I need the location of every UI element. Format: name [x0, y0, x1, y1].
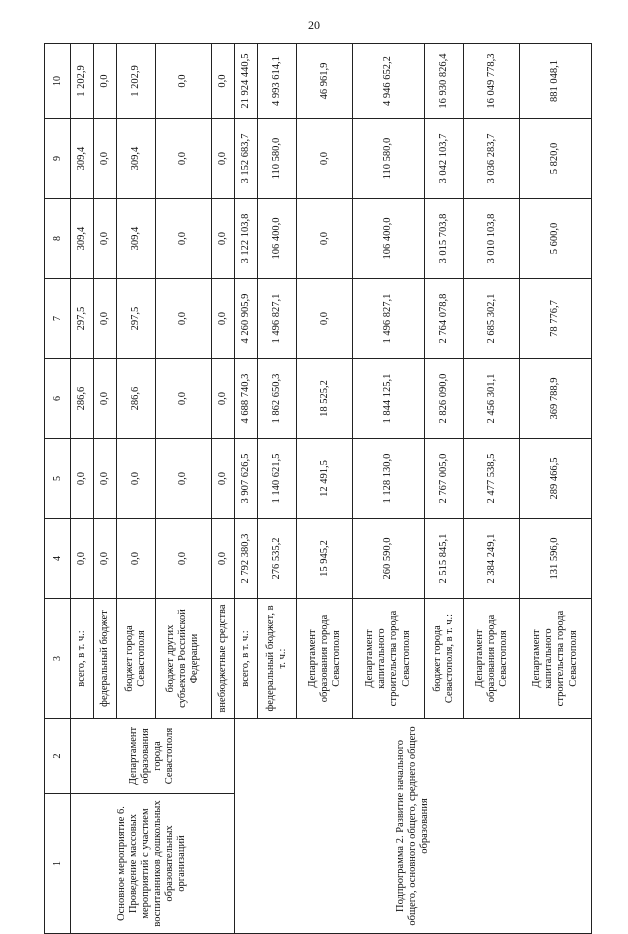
value-cell: 106 400,0 [257, 199, 296, 279]
value-cell: 21 924 440,5 [234, 44, 257, 119]
value-cell: 1 844 125,1 [352, 359, 424, 439]
col-header: 10 [45, 44, 71, 119]
value-cell: 0,0 [211, 519, 234, 599]
value-cell: 1 496 827,1 [257, 279, 296, 359]
value-cell: 0,0 [156, 119, 212, 199]
value-cell: 4 993 614,1 [257, 44, 296, 119]
value-cell: 0,0 [211, 44, 234, 119]
col-header: 4 [45, 519, 71, 599]
value-cell: 0,0 [156, 199, 212, 279]
value-cell: 12 491,5 [297, 439, 353, 519]
value-cell: 0,0 [93, 439, 116, 519]
budget-table [44, 43, 592, 934]
value-cell: 3 010 103,8 [464, 199, 520, 279]
value-cell: 260 590,0 [352, 519, 424, 599]
value-cell: 0,0 [211, 279, 234, 359]
value-cell: 0,0 [93, 199, 116, 279]
value-cell: 0,0 [93, 519, 116, 599]
col-header: 9 [45, 119, 71, 199]
value-cell: 309,4 [116, 199, 155, 279]
funding-source: внебюджетные средства [211, 599, 234, 719]
table-row [70, 44, 93, 934]
funding-source: федеральный бюджет, в т. ч.: [257, 599, 296, 719]
value-cell: 309,4 [70, 119, 93, 199]
value-cell: 0,0 [70, 439, 93, 519]
value-cell: 0,0 [211, 439, 234, 519]
value-cell: 1 202,9 [116, 44, 155, 119]
value-cell: 369 788,9 [519, 359, 591, 439]
value-cell: 289 466,5 [519, 439, 591, 519]
value-cell: 0,0 [211, 119, 234, 199]
value-cell: 2 764 078,8 [424, 279, 463, 359]
value-cell: 0,0 [156, 359, 212, 439]
measure-name: Основное мероприятие 6. Проведение массовых мероприятий с участием воспитанников дошкольных образовательных организаций [70, 794, 234, 934]
value-cell: 0,0 [93, 279, 116, 359]
value-cell: 5 820,0 [519, 119, 591, 199]
value-cell: 286,6 [70, 359, 93, 439]
value-cell: 131 596,0 [519, 519, 591, 599]
table-row [234, 44, 257, 934]
value-cell: 0,0 [116, 439, 155, 519]
value-cell: 0,0 [156, 279, 212, 359]
funding-source: бюджет города Севастополя [116, 599, 155, 719]
value-cell: 110 580,0 [352, 119, 424, 199]
value-cell: 0,0 [297, 119, 353, 199]
value-cell: 1 128 130,0 [352, 439, 424, 519]
funding-source: бюджет города Севастополя, в т. ч.: [424, 599, 463, 719]
value-cell: 1 496 827,1 [352, 279, 424, 359]
value-cell: 1 202,9 [70, 44, 93, 119]
value-cell: 16 930 826,4 [424, 44, 463, 119]
value-cell: 78 776,7 [519, 279, 591, 359]
page-number: 20 [308, 18, 320, 32]
funding-source: всего, в т. ч.: [234, 599, 257, 719]
value-cell: 3 122 103,8 [234, 199, 257, 279]
value-cell: 46 961,9 [297, 44, 353, 119]
value-cell: 2 515 845,1 [424, 519, 463, 599]
funding-source: Департамент капитального строительства города Севастополя [519, 599, 591, 719]
funding-source: Департамент образования города Севастополя [464, 599, 520, 719]
col-header: 1 [45, 794, 71, 934]
value-cell: 0,0 [211, 359, 234, 439]
value-cell: 16 049 778,3 [464, 44, 520, 119]
funding-source: федеральный бюджет [93, 599, 116, 719]
value-cell: 15 945,2 [297, 519, 353, 599]
col-header: 2 [45, 719, 71, 794]
value-cell: 2 384 249,1 [464, 519, 520, 599]
value-cell: 0,0 [211, 199, 234, 279]
value-cell: 286,6 [116, 359, 155, 439]
funding-source: всего, в т. ч.: [70, 599, 93, 719]
value-cell: 276 535,2 [257, 519, 296, 599]
value-cell: 4 260 905,9 [234, 279, 257, 359]
subprogram-name: Подпрограмма 2. Развитие начального общего, основного общего, среднего общего образования [234, 719, 591, 934]
funding-source: Департамент капитального строительства города Севастополя [352, 599, 424, 719]
executor: Департамент образования города Севастополя [70, 719, 234, 794]
value-cell: 0,0 [93, 359, 116, 439]
value-cell: 2 685 302,1 [464, 279, 520, 359]
value-cell: 2 792 380,3 [234, 519, 257, 599]
value-cell: 2 456 301,1 [464, 359, 520, 439]
value-cell: 309,4 [70, 199, 93, 279]
value-cell: 2 767 005,0 [424, 439, 463, 519]
value-cell: 297,5 [116, 279, 155, 359]
value-cell: 0,0 [156, 439, 212, 519]
value-cell: 3 907 626,5 [234, 439, 257, 519]
col-header: 8 [45, 199, 71, 279]
value-cell: 0,0 [116, 519, 155, 599]
value-cell: 0,0 [93, 119, 116, 199]
value-cell: 0,0 [297, 279, 353, 359]
value-cell: 0,0 [93, 44, 116, 119]
table-area [44, 44, 628, 927]
value-cell: 0,0 [297, 199, 353, 279]
col-header: 6 [45, 359, 71, 439]
value-cell: 5 600,0 [519, 199, 591, 279]
value-cell: 0,0 [156, 519, 212, 599]
value-cell: 309,4 [116, 119, 155, 199]
value-cell: 297,5 [70, 279, 93, 359]
value-cell: 2 826 090,0 [424, 359, 463, 439]
subprogram2-group [234, 44, 591, 934]
col-header: 5 [45, 439, 71, 519]
header-row [45, 44, 71, 934]
value-cell: 3 036 283,7 [464, 119, 520, 199]
value-cell: 3 042 103,7 [424, 119, 463, 199]
value-cell: 18 525,2 [297, 359, 353, 439]
funding-source: бюджет других субъектов Российской Федерации [156, 599, 212, 719]
value-cell: 1 140 621,5 [257, 439, 296, 519]
value-cell: 1 862 650,3 [257, 359, 296, 439]
value-cell: 3 152 683,7 [234, 119, 257, 199]
value-cell: 0,0 [70, 519, 93, 599]
value-cell: 4 946 652,2 [352, 44, 424, 119]
funding-source: Департамент образования города Севастополя [297, 599, 353, 719]
measure6-group [70, 44, 234, 934]
col-header: 7 [45, 279, 71, 359]
value-cell: 2 477 538,5 [464, 439, 520, 519]
value-cell: 110 580,0 [257, 119, 296, 199]
value-cell: 106 400,0 [352, 199, 424, 279]
value-cell: 3 015 703,8 [424, 199, 463, 279]
value-cell: 4 688 740,3 [234, 359, 257, 439]
value-cell: 0,0 [156, 44, 212, 119]
value-cell: 881 048,1 [519, 44, 591, 119]
col-header: 3 [45, 599, 71, 719]
